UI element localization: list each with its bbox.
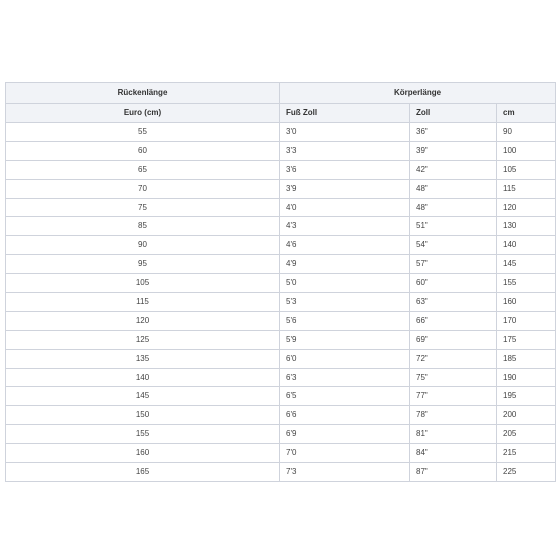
cell-feet-inch: 6'0 [280,349,410,368]
cell-inch: 78" [410,406,497,425]
table-row [6,387,556,406]
cell-cm: 120 [497,198,556,217]
cell-feet-inch: 6'3 [280,368,410,387]
cell-feet-inch: 4'9 [280,255,410,274]
table-row [6,198,556,217]
cell-euro-cm: 120 [6,311,280,330]
cell-inch: 66" [410,311,497,330]
table-row [6,217,556,236]
cell-inch: 84" [410,444,497,463]
header-feet-inch: Fuß Zoll [280,104,410,123]
table-header [6,83,556,123]
size-chart-table [5,82,556,482]
cell-feet-inch: 5'0 [280,274,410,293]
cell-cm: 205 [497,425,556,444]
cell-feet-inch: 5'9 [280,330,410,349]
cell-cm: 170 [497,311,556,330]
cell-cm: 145 [497,255,556,274]
cell-euro-cm: 55 [6,123,280,142]
table-row [6,406,556,425]
table-row [6,255,556,274]
cell-inch: 63" [410,293,497,312]
cell-feet-inch: 6'5 [280,387,410,406]
cell-euro-cm: 65 [6,160,280,179]
cell-cm: 200 [497,406,556,425]
cell-euro-cm: 150 [6,406,280,425]
cell-inch: 75" [410,368,497,387]
cell-feet-inch: 7'0 [280,444,410,463]
header-body-length: Körperlänge [280,83,556,104]
cell-cm: 130 [497,217,556,236]
cell-euro-cm: 70 [6,179,280,198]
cell-euro-cm: 145 [6,387,280,406]
cell-cm: 90 [497,123,556,142]
table-body [6,123,556,482]
cell-inch: 51" [410,217,497,236]
table-row [6,311,556,330]
cell-cm: 140 [497,236,556,255]
header-back-length: Rückenlänge [6,83,280,104]
cell-feet-inch: 5'3 [280,293,410,312]
cell-cm: 155 [497,274,556,293]
table-row [6,179,556,198]
cell-inch: 60" [410,274,497,293]
table-row [6,141,556,160]
cell-cm: 215 [497,444,556,463]
cell-euro-cm: 115 [6,293,280,312]
cell-euro-cm: 105 [6,274,280,293]
table-row [6,463,556,482]
table-row [6,349,556,368]
cell-inch: 57" [410,255,497,274]
cell-euro-cm: 60 [6,141,280,160]
table-row [6,274,556,293]
cell-inch: 87" [410,463,497,482]
table-row [6,330,556,349]
cell-euro-cm: 140 [6,368,280,387]
cell-cm: 115 [497,179,556,198]
cell-cm: 105 [497,160,556,179]
cell-inch: 48" [410,198,497,217]
cell-inch: 36" [410,123,497,142]
cell-cm: 195 [497,387,556,406]
cell-euro-cm: 165 [6,463,280,482]
table-row [6,293,556,312]
cell-euro-cm: 75 [6,198,280,217]
cell-feet-inch: 5'6 [280,311,410,330]
cell-feet-inch: 3'0 [280,123,410,142]
cell-inch: 54" [410,236,497,255]
cell-feet-inch: 7'3 [280,463,410,482]
cell-cm: 185 [497,349,556,368]
cell-feet-inch: 3'6 [280,160,410,179]
cell-euro-cm: 125 [6,330,280,349]
cell-feet-inch: 4'0 [280,198,410,217]
cell-feet-inch: 6'6 [280,406,410,425]
cell-euro-cm: 135 [6,349,280,368]
cell-cm: 100 [497,141,556,160]
cell-feet-inch: 6'9 [280,425,410,444]
header-cm: cm [497,104,556,123]
cell-inch: 77" [410,387,497,406]
cell-cm: 175 [497,330,556,349]
header-euro-cm: Euro (cm) [6,104,280,123]
cell-inch: 42" [410,160,497,179]
header-group-row [6,83,556,104]
table-row [6,425,556,444]
cell-euro-cm: 155 [6,425,280,444]
cell-cm: 190 [497,368,556,387]
table-row [6,444,556,463]
cell-feet-inch: 3'9 [280,179,410,198]
cell-inch: 72" [410,349,497,368]
cell-feet-inch: 4'3 [280,217,410,236]
cell-inch: 81" [410,425,497,444]
header-inch: Zoll [410,104,497,123]
cell-inch: 39" [410,141,497,160]
cell-inch: 48" [410,179,497,198]
table-row [6,236,556,255]
header-sub-row [6,104,556,123]
cell-inch: 69" [410,330,497,349]
cell-euro-cm: 160 [6,444,280,463]
cell-euro-cm: 95 [6,255,280,274]
cell-cm: 225 [497,463,556,482]
cell-cm: 160 [497,293,556,312]
cell-euro-cm: 85 [6,217,280,236]
table-row [6,160,556,179]
table-row [6,123,556,142]
cell-feet-inch: 3'3 [280,141,410,160]
table-row [6,368,556,387]
cell-euro-cm: 90 [6,236,280,255]
cell-feet-inch: 4'6 [280,236,410,255]
